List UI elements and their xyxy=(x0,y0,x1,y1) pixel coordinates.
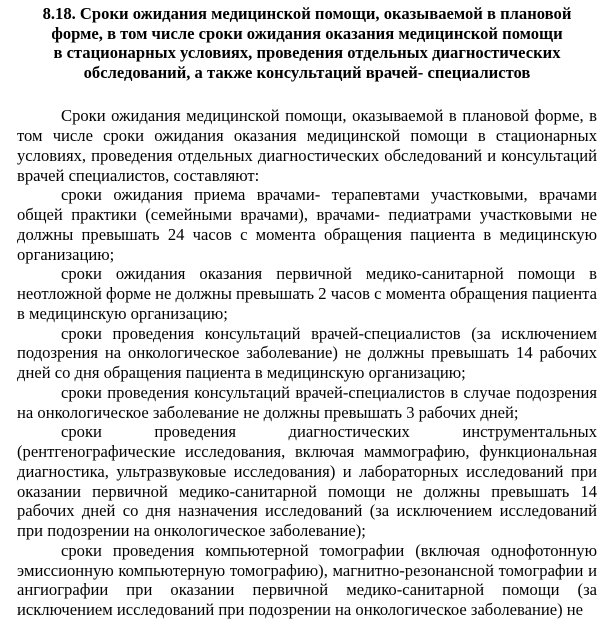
paragraph-specialist-consultation-wait: сроки проведения консультаций врачей-специалистов (за исключением подозрения на онкологическое заболевание) не должны превышать 14 рабочих дней со дня обращения пациента в медицинскую организацию; xyxy=(17,323,597,383)
paragraph-oncology-consultation-wait: сроки проведения консультаций врачей-специалистов в случае подозрения на онкологическое заболевание не должны превышать 3 рабочих дней; xyxy=(17,382,597,422)
paragraph-diagnostic-tests-wait: сроки проведения диагностических инструментальных (рентгенографические исследования, включая маммографию, функциональная диагностика, ультразвуковые исследования) и лабораторных исследований при оказании первичной медико-санитарной помощи не должны превышать 14 рабочих дней со дня назначения исследований (за исключением исследований при подозрении на онкологическое заболевание); xyxy=(17,422,597,541)
paragraph-urgent-care-wait: сроки ожидания оказания первичной медико-санитарной помощи в неотложной форме не должны превышать 2 часов с момента обращения пациента в медицинскую организацию; xyxy=(17,264,597,323)
section-heading-line: форме, в том числе сроки ожидания оказания медицинской помощи xyxy=(51,23,563,43)
section-heading-line: 8.18. Сроки ожидания медицинской помощи, оказываемой в плановой xyxy=(42,4,572,23)
intro-paragraph: Сроки ожидания медицинской помощи, оказываемой в плановой форме, в том числе сроки ожидания оказания медицинской помощи в стационарных условиях, проведения отдельных диагностических обследований и консультаций врачей специалистов, составляют: xyxy=(17,106,597,185)
document-body xyxy=(17,106,597,620)
section-heading xyxy=(17,4,597,82)
document-page xyxy=(17,4,597,620)
paragraph-tomography-wait: сроки проведения компьютерной томографии (включая однофотонную эмиссионную компьютерную томографию), магнитно-резонансной томографии и ангиографии при оказании первичной медико-санитарной помощи (за исключением исследований при подозрении на онкологическое заболевание) не xyxy=(17,540,597,620)
paragraph-primary-care-wait: сроки ожидания приема врачами- терапевтами участковыми, врачами общей практики (семейными врачами), врачами- педиатрами участковыми не должны превышать 24 часов с момента обращения пациента в медицинскую организацию; xyxy=(17,185,597,264)
section-heading-line: обследований, а также консультаций врачей- специалистов xyxy=(83,62,531,82)
section-heading-line: в стационарных условиях, проведения отдельных диагностических xyxy=(53,43,561,63)
